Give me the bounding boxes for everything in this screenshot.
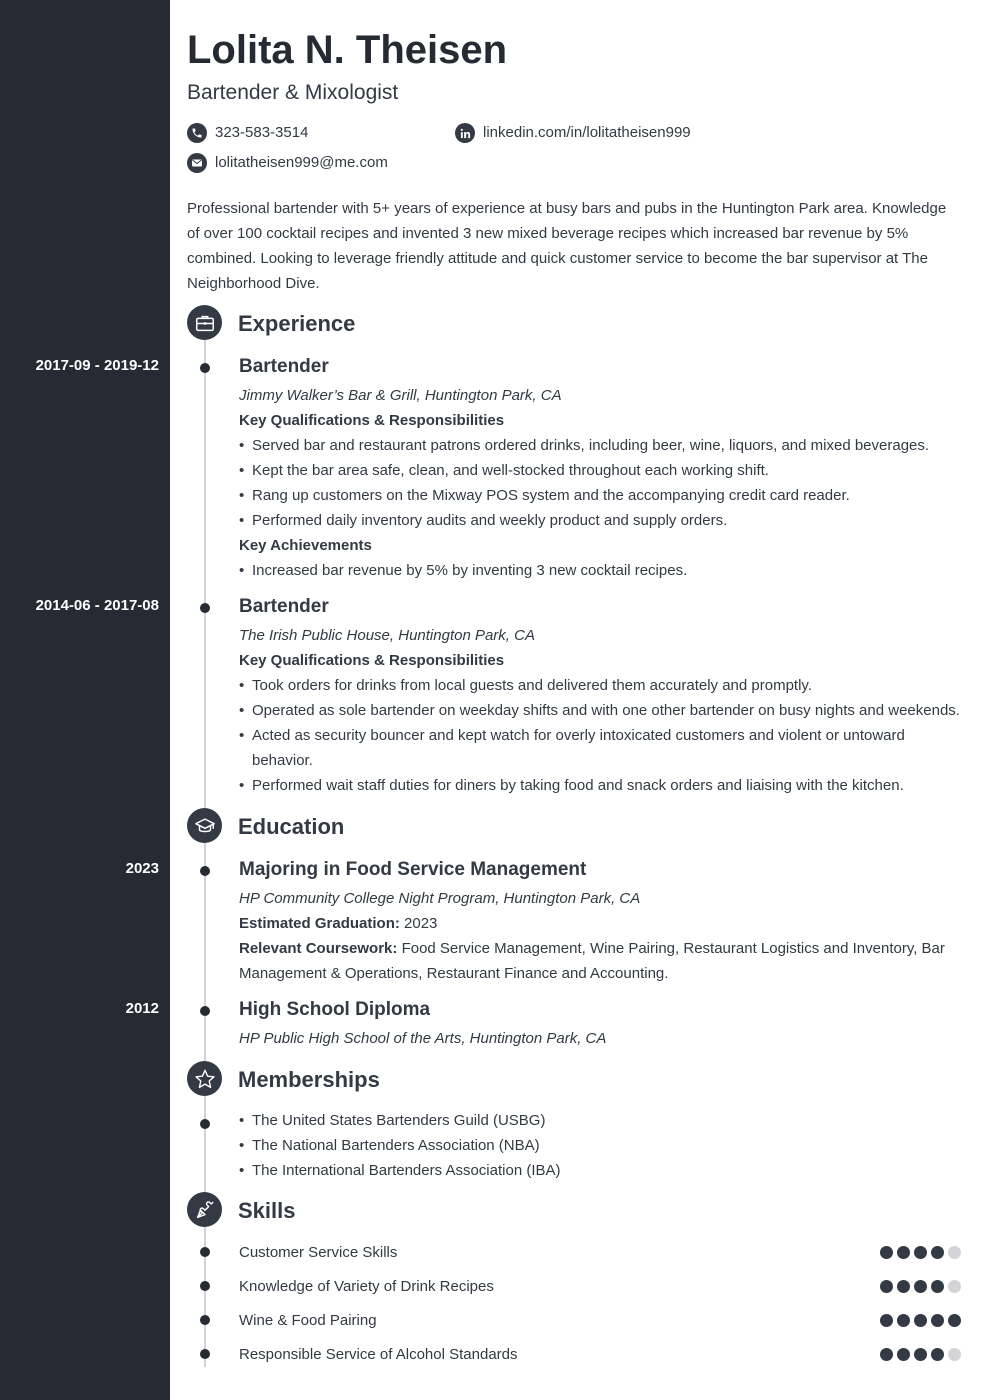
education-heading: Education: [238, 814, 345, 839]
rating-dot: [914, 1280, 927, 1293]
list-item: • Increased bar revenue by 5% by inventing 3 new cocktail recipes.: [239, 558, 967, 583]
experience-entry-1: [239, 354, 967, 583]
timeline-dot: [200, 1247, 210, 1257]
education-date-1: 2023: [125, 860, 159, 877]
rating-dot: [948, 1314, 961, 1327]
rating-dot: [914, 1314, 927, 1327]
skill-rating: [876, 1280, 961, 1293]
profile-summary: Professional bartender with 5+ years of experience at busy bars and pubs in the Huntington Park area. Knowledge of over 100 cocktail recipes and invented 3 new mixed beverage recipes which increased bar revenue by 5% combined. Looking to leverage friendly attitude and quick customer service to become the bar supervisor at The Neighborhood Dive.: [187, 200, 947, 292]
graduation-cap-icon: [187, 808, 222, 843]
contact-linkedin[interactable]: [455, 123, 691, 143]
school-name: HP Community College Night Program, Huntington Park, CA: [239, 890, 641, 907]
education-entry-1: [239, 857, 967, 986]
email-text[interactable]: lolitatheisen999@me.com: [215, 154, 388, 171]
responsibility-list: [239, 673, 967, 798]
star-icon: [187, 1061, 222, 1096]
job-organization: The Irish Public House, Huntington Park, CA: [239, 627, 535, 644]
timeline-dot: [200, 1349, 210, 1359]
degree-title: Majoring in Food Service Management: [239, 859, 587, 880]
email-icon: [187, 153, 207, 173]
coursework-label: Relevant Coursework:: [239, 940, 398, 957]
list-item: • Rang up customers on the Mixway POS system and the accompanying credit card reader.: [239, 483, 967, 508]
list-item: • The United States Bartenders Guild (USBG): [239, 1108, 939, 1133]
experience-date-2: 2014-06 - 2017-08: [35, 597, 159, 614]
skill-name: Knowledge of Variety of Drink Recipes: [239, 1277, 494, 1295]
phone-text: 323-583-3514: [215, 124, 309, 141]
rating-dot: [880, 1314, 893, 1327]
job-organization: Jimmy Walker’s Bar & Grill, Huntington Park, CA: [239, 387, 562, 404]
timeline-dot: [200, 866, 210, 876]
linkedin-icon: [455, 123, 475, 143]
skill-row: [239, 1310, 961, 1330]
qualifications-heading: Key Qualifications & Responsibilities: [239, 412, 505, 429]
timeline-dot: [200, 1281, 210, 1291]
puzzle-icon: [187, 1192, 222, 1227]
education-entry-2: [239, 997, 967, 1051]
skill-row: [239, 1242, 961, 1262]
contact-phone: [187, 123, 308, 143]
list-item: • Performed wait staff duties for diners by taking food and snack orders and liaising with the kitchen.: [239, 773, 967, 798]
skills-heading: Skills: [238, 1198, 296, 1223]
degree-title: High School Diploma: [239, 999, 431, 1020]
list-item: • Operated as sole bartender on weekday shifts and with one other bartender on busy nights and weekends.: [239, 698, 967, 723]
list-item: • Kept the bar area safe, clean, and well-stocked throughout each working shift.: [239, 458, 967, 483]
phone-icon: [187, 123, 207, 143]
rating-dot: [914, 1246, 927, 1259]
school-name: HP Public High School of the Arts, Huntington Park, CA: [239, 1030, 607, 1047]
rating-dot: [931, 1246, 944, 1259]
rating-dot: [897, 1246, 910, 1259]
rating-dot: [931, 1348, 944, 1361]
experience-timeline: [204, 340, 206, 808]
education-date-2: 2012: [125, 1000, 159, 1017]
rating-dot: [880, 1246, 893, 1259]
rating-dot: [948, 1246, 961, 1259]
list-item: • Acted as security bouncer and kept watch for overly intoxicated customers and violent or untoward behavior.: [239, 723, 967, 773]
experience-entry-2: [239, 594, 967, 798]
rating-dot: [931, 1314, 944, 1327]
list-item: • Performed daily inventory audits and weekly product and supply orders.: [239, 508, 967, 533]
skill-row: [239, 1276, 961, 1296]
responsibility-list: [239, 433, 967, 533]
graduation-label: Estimated Graduation:: [239, 915, 400, 932]
memberships-list: [239, 1108, 939, 1183]
rating-dot: [897, 1348, 910, 1361]
timeline-dot: [200, 603, 210, 613]
timeline-dot: [200, 363, 210, 373]
candidate-name: Lolita N. Theisen: [187, 28, 508, 72]
rating-dot: [880, 1280, 893, 1293]
rating-dot: [897, 1280, 910, 1293]
linkedin-text[interactable]: linkedin.com/in/lolitatheisen999: [483, 124, 691, 141]
achievements-heading: Key Achievements: [239, 537, 372, 554]
timeline-dot: [200, 1119, 210, 1129]
skill-name: Wine & Food Pairing: [239, 1311, 377, 1329]
rating-dot: [897, 1314, 910, 1327]
skill-row: [239, 1344, 961, 1364]
skill-name: Responsible Service of Alcohol Standards: [239, 1345, 518, 1363]
experience-heading: Experience: [238, 311, 356, 336]
rating-dot: [914, 1348, 927, 1361]
skill-rating: [876, 1348, 961, 1361]
list-item: • Took orders for drinks from local guests and delivered them accurately and promptly.: [239, 673, 967, 698]
graduation-value: 2023: [404, 915, 438, 932]
skill-name: Customer Service Skills: [239, 1243, 398, 1261]
sidebar: [0, 0, 170, 1400]
briefcase-icon: [187, 305, 222, 340]
list-item: • The National Bartenders Association (NBA): [239, 1133, 939, 1158]
job-title: Bartender: [239, 356, 329, 377]
graduation-line: [239, 911, 967, 936]
rating-dot: [948, 1348, 961, 1361]
memberships-heading: Memberships: [238, 1067, 380, 1092]
skill-rating: [876, 1314, 961, 1327]
contact-email[interactable]: [187, 153, 388, 173]
achievement-list: [239, 558, 967, 583]
skill-rating: [876, 1246, 961, 1259]
experience-date-1: 2017-09 - 2019-12: [35, 357, 159, 374]
timeline-dot: [200, 1006, 210, 1016]
rating-dot: [948, 1280, 961, 1293]
rating-dot: [931, 1280, 944, 1293]
list-item: • Served bar and restaurant patrons ordered drinks, including beer, wine, liquors, and mixed beverages.: [239, 433, 967, 458]
candidate-title: Bartender & Mixologist: [187, 81, 399, 104]
timeline-dot: [200, 1315, 210, 1325]
rating-dot: [880, 1348, 893, 1361]
coursework-line: [239, 936, 967, 986]
list-item: • The International Bartenders Association (IBA): [239, 1158, 939, 1183]
qualifications-heading: Key Qualifications & Responsibilities: [239, 652, 505, 669]
job-title: Bartender: [239, 596, 329, 617]
coursework-value: Food Service Management, Wine Pairing, Restaurant Logistics and Inventory, Bar Management & Operations, Restaurant Finance and Accounting.: [239, 940, 945, 982]
memberships-timeline: [204, 1096, 206, 1193]
